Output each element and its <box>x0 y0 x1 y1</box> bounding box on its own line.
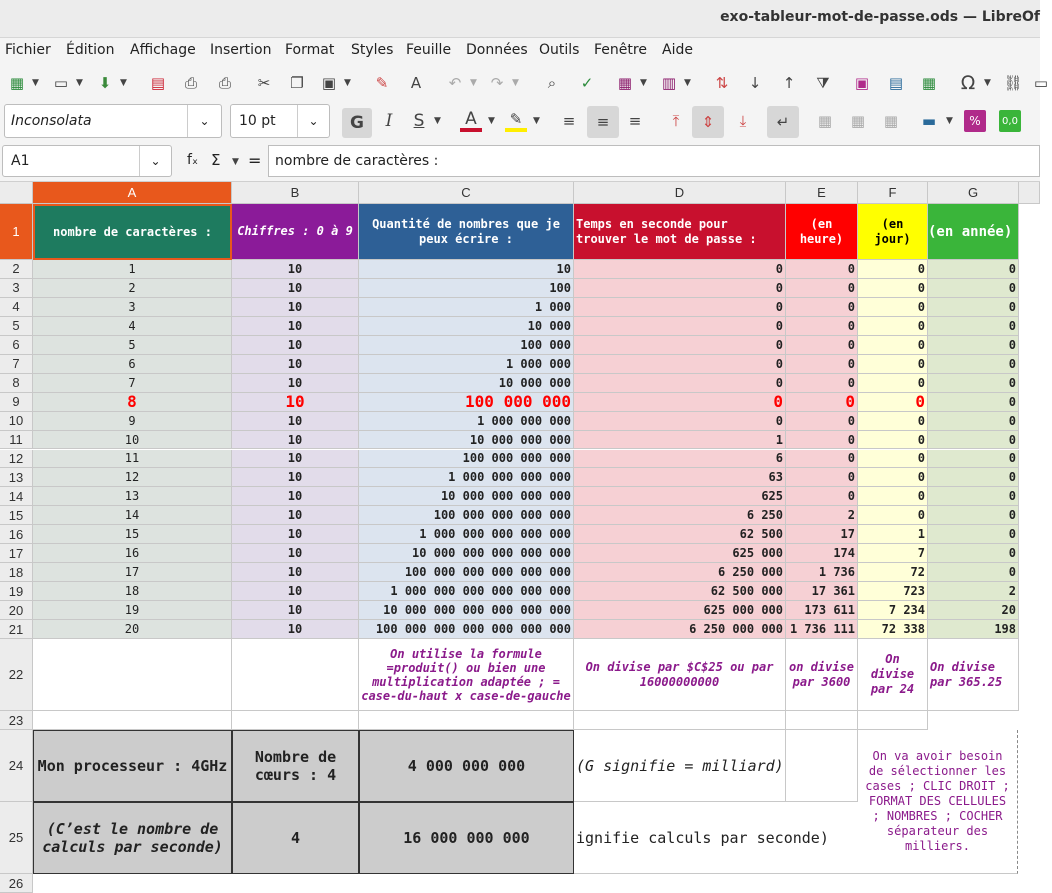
cell-g7[interactable]: 0 <box>928 355 1019 374</box>
row-header-11[interactable]: 11 <box>0 431 33 450</box>
cell-c2[interactable]: 10 <box>359 260 574 279</box>
formula-equals-icon[interactable]: = <box>248 151 262 170</box>
row-header-16[interactable]: 16 <box>0 525 33 544</box>
cell-c16[interactable]: 1 000 000 000 000 000 <box>359 525 574 544</box>
currency-format-icon[interactable]: ▬ <box>921 112 937 130</box>
row-header-15[interactable]: 15 <box>0 506 33 525</box>
save-icon[interactable]: ⬇ <box>98 74 112 92</box>
cell-c9[interactable]: 100 000 000 <box>359 393 574 412</box>
cell-b10[interactable]: 10 <box>232 412 359 431</box>
cell-b22[interactable] <box>232 639 359 711</box>
cell-d2[interactable]: 0 <box>574 260 786 279</box>
align-left-icon[interactable]: ≡ <box>562 112 576 130</box>
cell-d12[interactable]: 6 <box>574 450 786 469</box>
cell-b16[interactable]: 10 <box>232 525 359 544</box>
cell-e1-header[interactable]: (en heure) <box>786 204 858 260</box>
cell-b6[interactable]: 10 <box>232 336 359 355</box>
cell-b14[interactable]: 10 <box>232 487 359 506</box>
menu-edition[interactable]: Édition <box>66 42 115 58</box>
cell-a17[interactable]: 16 <box>33 544 232 563</box>
cell-c18[interactable]: 100 000 000 000 000 000 <box>359 563 574 582</box>
currency-dropdown-icon[interactable]: ▼ <box>946 116 953 126</box>
align-top-icon[interactable]: ⤒ <box>672 112 680 130</box>
unmerge-cells-icon[interactable]: ▦ <box>883 112 899 130</box>
cell-c25-total[interactable]: 16 000 000 000 <box>359 802 574 874</box>
cell-a22[interactable] <box>33 639 232 711</box>
export-pdf-icon[interactable]: ▤ <box>150 74 166 92</box>
cell-e2[interactable]: 0 <box>786 260 858 279</box>
cell-f2[interactable]: 0 <box>858 260 928 279</box>
menu-styles[interactable]: Styles <box>351 42 394 58</box>
cell-b21[interactable]: 10 <box>232 620 359 639</box>
row-header-2[interactable]: 2 <box>0 260 33 279</box>
row-header-20[interactable]: 20 <box>0 601 33 620</box>
cell-e7[interactable]: 0 <box>786 355 858 374</box>
column-header-f[interactable]: F <box>858 182 928 204</box>
cell-e10[interactable]: 0 <box>786 412 858 431</box>
cell-g5[interactable]: 0 <box>928 317 1019 336</box>
cell-a11[interactable]: 10 <box>33 431 232 450</box>
align-bottom-icon[interactable]: ⤓ <box>739 112 747 130</box>
highlight-dropdown-icon[interactable]: ▼ <box>533 116 540 126</box>
column-header-d[interactable]: D <box>574 182 786 204</box>
font-name-chevron-icon[interactable]: ⌄ <box>187 105 221 137</box>
align-center-icon[interactable]: ≡ <box>587 106 619 138</box>
cell-d1-header[interactable]: Temps en seconde pour trouver le mot de passe : <box>574 204 786 260</box>
row-header-5[interactable]: 5 <box>0 317 33 336</box>
cell-e9[interactable]: 0 <box>786 393 858 412</box>
cell-g2[interactable]: 0 <box>928 260 1019 279</box>
font-name-box[interactable] <box>4 104 222 138</box>
cell-a21[interactable]: 20 <box>33 620 232 639</box>
function-wizard-icon[interactable]: fₓ <box>187 152 199 168</box>
name-box[interactable] <box>2 145 172 177</box>
select-all-corner[interactable] <box>0 182 33 204</box>
cell-g19[interactable]: 2 <box>928 582 1019 601</box>
cell-e4[interactable]: 0 <box>786 298 858 317</box>
cell-g22-note[interactable]: On divise par 365.25 <box>928 639 1019 711</box>
font-size-box[interactable] <box>230 104 330 138</box>
cell-e8[interactable]: 0 <box>786 374 858 393</box>
cell-b24-cores-label[interactable]: Nombre de cœurs : 4 <box>232 730 359 802</box>
cell-a5[interactable]: 4 <box>33 317 232 336</box>
cell-a9[interactable]: 8 <box>33 393 232 412</box>
cell-f10[interactable]: 0 <box>858 412 928 431</box>
cell-c7[interactable]: 1 000 000 <box>359 355 574 374</box>
cell-c11[interactable]: 10 000 000 000 <box>359 431 574 450</box>
column-header-e[interactable]: E <box>786 182 858 204</box>
cell-c23[interactable] <box>359 711 574 730</box>
open-dropdown-icon[interactable]: ▼ <box>76 78 83 88</box>
cell-c17[interactable]: 10 000 000 000 000 000 <box>359 544 574 563</box>
cell-e11[interactable]: 0 <box>786 431 858 450</box>
cell-g4[interactable]: 0 <box>928 298 1019 317</box>
cell-f20[interactable]: 7 234 <box>858 601 928 620</box>
underline-dropdown-icon[interactable]: ▼ <box>434 116 441 126</box>
cell-f6[interactable]: 0 <box>858 336 928 355</box>
cell-f5[interactable]: 0 <box>858 317 928 336</box>
cell-b25-cores[interactable]: 4 <box>232 802 359 874</box>
undo-icon[interactable]: ↶ <box>448 74 462 92</box>
row-header-19[interactable]: 19 <box>0 582 33 601</box>
cell-f17[interactable]: 7 <box>858 544 928 563</box>
cell-a12[interactable]: 11 <box>33 450 232 469</box>
bold-button[interactable]: G <box>342 108 372 138</box>
cell-d3[interactable]: 0 <box>574 279 786 298</box>
copy-icon[interactable]: ❐ <box>290 74 304 92</box>
cell-c12[interactable]: 100 000 000 000 <box>359 450 574 469</box>
cell-g15[interactable]: 0 <box>928 506 1019 525</box>
column-header-g[interactable]: G <box>928 182 1019 204</box>
row-header-12[interactable]: 12 <box>0 450 33 469</box>
cell-e18[interactable]: 1 736 <box>786 563 858 582</box>
spreadsheet-grid[interactable] <box>0 182 1040 891</box>
comment-icon[interactable]: ▭ <box>1033 74 1049 92</box>
cell-c5[interactable]: 10 000 <box>359 317 574 336</box>
cell-f3[interactable]: 0 <box>858 279 928 298</box>
cell-d16[interactable]: 62 500 <box>574 525 786 544</box>
cell-f9[interactable]: 0 <box>858 393 928 412</box>
cell-g21[interactable]: 198 <box>928 620 1019 639</box>
row-header-24[interactable]: 24 <box>0 730 33 802</box>
cell-a1-header[interactable]: nombre de caractères : <box>33 204 232 260</box>
cell-a4[interactable]: 3 <box>33 298 232 317</box>
title-bar <box>0 0 1040 38</box>
cell-c1-header[interactable]: Quantité de nombres que je peux écrire : <box>359 204 574 260</box>
column-dropdown-icon[interactable]: ▼ <box>684 78 691 88</box>
cell-d25-note[interactable]: ignifie calculs par seconde) <box>574 802 858 874</box>
cell-a23[interactable] <box>33 711 232 730</box>
clone-formatting-icon[interactable]: ✎ <box>375 74 389 92</box>
cell-d11[interactable]: 1 <box>574 431 786 450</box>
cell-f7[interactable]: 0 <box>858 355 928 374</box>
cell-f4[interactable]: 0 <box>858 298 928 317</box>
cell-d13[interactable]: 63 <box>574 468 786 487</box>
cell-b18[interactable]: 10 <box>232 563 359 582</box>
cell-d24-note[interactable]: (G signifie = milliard) <box>574 730 786 802</box>
cell-f12[interactable]: 0 <box>858 450 928 469</box>
underline-button[interactable]: S <box>413 111 425 131</box>
cell-e15[interactable]: 2 <box>786 506 858 525</box>
print-icon[interactable]: ⎙ <box>184 74 197 92</box>
cell-d22-note[interactable]: On divise par $C$25 ou par 16000000000 <box>574 639 786 711</box>
cell-a14[interactable]: 13 <box>33 487 232 506</box>
italic-button[interactable]: I <box>385 111 393 131</box>
cell-g10[interactable]: 0 <box>928 412 1019 431</box>
cell-d19[interactable]: 62 500 000 <box>574 582 786 601</box>
menu-donnees[interactable]: Données <box>466 42 528 58</box>
cell-g13[interactable]: 0 <box>928 468 1019 487</box>
formula-content: nombre de caractères : <box>275 153 439 169</box>
cell-c22-note[interactable]: On utilise la formule =produit() ou bien une multiplication adaptée ; = case-du-haut x case-de-gauche <box>359 639 574 711</box>
cell-c6[interactable]: 100 000 <box>359 336 574 355</box>
menu-insertion[interactable]: Insertion <box>210 42 272 58</box>
sort-icon[interactable]: ⇅ <box>715 74 729 92</box>
menu-format[interactable]: Format <box>285 42 335 58</box>
row-header-18[interactable]: 18 <box>0 563 33 582</box>
cut-icon[interactable]: ✂ <box>257 74 271 92</box>
percent-format-button[interactable]: % <box>964 110 986 132</box>
cell-a13[interactable]: 12 <box>33 468 232 487</box>
sort-descending-icon[interactable]: ↑ <box>782 74 796 92</box>
font-color-dropdown-icon[interactable]: ▼ <box>488 116 495 126</box>
font-size-chevron-icon[interactable]: ⌄ <box>297 105 329 137</box>
cell-f15[interactable]: 0 <box>858 506 928 525</box>
cell-a18[interactable]: 17 <box>33 563 232 582</box>
formula-input[interactable] <box>268 145 1040 177</box>
cell-f11[interactable]: 0 <box>858 431 928 450</box>
cell-f13[interactable]: 0 <box>858 468 928 487</box>
wrap-text-icon[interactable]: ↵ <box>767 106 799 138</box>
highlight-color-icon[interactable]: ✎ <box>505 110 527 132</box>
cell-b3[interactable]: 10 <box>232 279 359 298</box>
cell-c14[interactable]: 10 000 000 000 000 <box>359 487 574 506</box>
cell-b1-header[interactable]: Chiffres : 0 à 9 <box>232 204 359 260</box>
cell-c13[interactable]: 1 000 000 000 000 <box>359 468 574 487</box>
cell-a24-processor[interactable]: Mon processeur : 4GHz <box>33 730 232 802</box>
insert-chart-icon[interactable]: ▤ <box>888 74 904 92</box>
paste-icon[interactable]: ▣ <box>321 74 337 92</box>
font-color-button[interactable]: A <box>460 110 482 132</box>
cell-g18[interactable]: 0 <box>928 563 1019 582</box>
row-header-1[interactable]: 1 <box>0 204 33 260</box>
sort-ascending-icon[interactable]: ↓ <box>748 74 762 92</box>
row-header-7[interactable]: 7 <box>0 355 33 374</box>
row-header-23[interactable]: 23 <box>0 711 33 730</box>
row-header-8[interactable]: 8 <box>0 374 33 393</box>
cell-e19[interactable]: 17 361 <box>786 582 858 601</box>
row-header-10[interactable]: 10 <box>0 412 33 431</box>
special-character-icon[interactable]: Ω <box>960 72 976 94</box>
cell-g3[interactable]: 0 <box>928 279 1019 298</box>
cell-c4[interactable]: 1 000 <box>359 298 574 317</box>
cell-g16[interactable]: 0 <box>928 525 1019 544</box>
autofilter-icon[interactable]: ⧩ <box>816 74 830 92</box>
cell-e24[interactable] <box>786 730 858 802</box>
cell-b7[interactable]: 10 <box>232 355 359 374</box>
cell-d20[interactable]: 625 000 000 <box>574 601 786 620</box>
window-title: exo-tableur-mot-de-passe.ods — LibreOf <box>720 9 1040 25</box>
menu-fichier[interactable]: Fichier <box>5 42 51 58</box>
cell-e12[interactable]: 0 <box>786 450 858 469</box>
cell-d5[interactable]: 0 <box>574 317 786 336</box>
cell-f22-note[interactable]: On divise par 24 <box>858 639 928 711</box>
cell-d15[interactable]: 6 250 <box>574 506 786 525</box>
cell-d6[interactable]: 0 <box>574 336 786 355</box>
cell-c3[interactable]: 100 <box>359 279 574 298</box>
cell-d8[interactable]: 0 <box>574 374 786 393</box>
cell-a3[interactable]: 2 <box>33 279 232 298</box>
align-middle-icon[interactable]: ⇕ <box>692 106 724 138</box>
row-header-17[interactable]: 17 <box>0 544 33 563</box>
spelling-icon[interactable]: ✓ <box>580 74 594 92</box>
new-dropdown-icon[interactable]: ▼ <box>32 78 39 88</box>
cell-d10[interactable]: 0 <box>574 412 786 431</box>
row-header-6[interactable]: 6 <box>0 336 33 355</box>
column-header-b[interactable]: B <box>232 182 359 204</box>
cell-e5[interactable]: 0 <box>786 317 858 336</box>
cell-d18[interactable]: 6 250 000 <box>574 563 786 582</box>
row-header-3[interactable]: 3 <box>0 279 33 298</box>
cell-a15[interactable]: 14 <box>33 506 232 525</box>
row-header-4[interactable]: 4 <box>0 298 33 317</box>
clear-formatting-icon[interactable]: A <box>410 74 422 92</box>
merge-center-icon[interactable]: ▦ <box>850 112 866 130</box>
cell-b19[interactable]: 10 <box>232 582 359 601</box>
menu-bar <box>0 38 1040 64</box>
side-note-thousands-separator[interactable]: On va avoir besoin de sélectionner les cases ; CLIC DROIT ; FORMAT DES CELLULES ; NOMBRES ; COCHER séparateur des milliers. <box>858 730 1018 874</box>
menu-outils[interactable]: Outils <box>539 42 580 58</box>
cell-g6[interactable]: 0 <box>928 336 1019 355</box>
cell-b9[interactable]: 10 <box>232 393 359 412</box>
redo-icon[interactable]: ↷ <box>490 74 504 92</box>
cell-b11[interactable]: 10 <box>232 431 359 450</box>
row-header-25[interactable]: 25 <box>0 802 33 874</box>
cell-a19[interactable]: 18 <box>33 582 232 601</box>
cell-d7[interactable]: 0 <box>574 355 786 374</box>
row-header-13[interactable]: 13 <box>0 468 33 487</box>
cell-b4[interactable]: 10 <box>232 298 359 317</box>
column-icon[interactable]: ▥ <box>661 74 677 92</box>
cell-e21[interactable]: 1 736 111 <box>786 620 858 639</box>
cell-c10[interactable]: 1 000 000 000 <box>359 412 574 431</box>
cell-b23[interactable] <box>232 711 359 730</box>
cell-a16[interactable]: 15 <box>33 525 232 544</box>
cell-c20[interactable]: 10 000 000 000 000 000 000 <box>359 601 574 620</box>
menu-fenetre[interactable]: Fenêtre <box>594 42 647 58</box>
cell-e3[interactable]: 0 <box>786 279 858 298</box>
cell-a25-calcs-note[interactable]: (C’est le nombre de calculs par seconde) <box>33 802 232 874</box>
cell-b17[interactable]: 10 <box>232 544 359 563</box>
cell-g17[interactable]: 0 <box>928 544 1019 563</box>
cell-e22-note[interactable]: on divise par 3600 <box>786 639 858 711</box>
name-box-chevron-icon[interactable]: ⌄ <box>139 146 171 176</box>
cell-b15[interactable]: 10 <box>232 506 359 525</box>
cell-d23[interactable] <box>574 711 786 730</box>
menu-affichage[interactable]: Affichage <box>130 42 196 58</box>
cell-a7[interactable]: 6 <box>33 355 232 374</box>
pivot-table-icon[interactable]: ▦ <box>921 74 937 92</box>
merge-cells-icon[interactable]: ▦ <box>817 112 833 130</box>
row-dropdown-icon[interactable]: ▼ <box>640 78 647 88</box>
cell-c21[interactable]: 100 000 000 000 000 000 000 <box>359 620 574 639</box>
hyperlink-icon[interactable]: ⛓ <box>1003 74 1023 92</box>
font-name-value: Inconsolata <box>11 113 92 129</box>
cell-e13[interactable]: 0 <box>786 468 858 487</box>
cell-c19[interactable]: 1 000 000 000 000 000 000 <box>359 582 574 601</box>
row-header-21[interactable]: 21 <box>0 620 33 639</box>
cell-g9[interactable]: 0 <box>928 393 1019 412</box>
paste-dropdown-icon[interactable]: ▼ <box>344 78 351 88</box>
cell-d21[interactable]: 6 250 000 000 <box>574 620 786 639</box>
cell-g8[interactable]: 0 <box>928 374 1019 393</box>
cell-e16[interactable]: 17 <box>786 525 858 544</box>
cell-e20[interactable]: 173 611 <box>786 601 858 620</box>
cell-f21[interactable]: 72 338 <box>858 620 928 639</box>
cell-d14[interactable]: 625 <box>574 487 786 506</box>
cell-a2[interactable]: 1 <box>33 260 232 279</box>
open-folder-icon[interactable]: ▭ <box>53 74 69 92</box>
menu-aide[interactable]: Aide <box>662 42 693 58</box>
cell-b13[interactable]: 10 <box>232 468 359 487</box>
cell-b20[interactable]: 10 <box>232 601 359 620</box>
sum-icon[interactable]: Σ <box>211 151 221 169</box>
column-header-a[interactable]: A <box>33 182 232 204</box>
redo-dropdown-icon[interactable]: ▼ <box>512 78 519 88</box>
cell-f8[interactable]: 0 <box>858 374 928 393</box>
cell-b5[interactable]: 10 <box>232 317 359 336</box>
cell-a20[interactable]: 19 <box>33 601 232 620</box>
cell-b2[interactable]: 10 <box>232 260 359 279</box>
cell-reference: A1 <box>11 153 30 169</box>
cell-c8[interactable]: 10 000 000 <box>359 374 574 393</box>
insert-image-icon[interactable]: ▣ <box>854 74 870 92</box>
print-preview-icon[interactable]: ⎙ <box>218 74 231 92</box>
cell-g12[interactable]: 0 <box>928 450 1019 469</box>
row-header-26[interactable]: 26 <box>0 874 33 893</box>
cell-f1-header[interactable]: (en jour) <box>858 204 928 260</box>
formula-bar <box>0 142 1040 182</box>
cell-e23[interactable] <box>786 711 858 730</box>
cell-c24-frequency[interactable]: 4 000 000 000 <box>359 730 574 802</box>
cell-f19[interactable]: 723 <box>858 582 928 601</box>
cell-c15[interactable]: 100 000 000 000 000 <box>359 506 574 525</box>
row-header-22[interactable]: 22 <box>0 639 33 711</box>
cell-a8[interactable]: 7 <box>33 374 232 393</box>
cell-e6[interactable]: 0 <box>786 336 858 355</box>
cell-f23[interactable] <box>858 711 928 730</box>
cell-b12[interactable]: 10 <box>232 450 359 469</box>
decimal-format-button[interactable]: 0,0 <box>999 110 1021 132</box>
cell-f18[interactable]: 72 <box>858 563 928 582</box>
undo-dropdown-icon[interactable]: ▼ <box>470 78 477 88</box>
cell-d9[interactable]: 0 <box>574 393 786 412</box>
menu-feuille[interactable]: Feuille <box>406 42 452 58</box>
column-header-h[interactable] <box>1019 182 1040 204</box>
cell-a6[interactable]: 5 <box>33 336 232 355</box>
cell-d4[interactable]: 0 <box>574 298 786 317</box>
cell-g14[interactable]: 0 <box>928 487 1019 506</box>
row-icon[interactable]: ▦ <box>617 74 633 92</box>
row-header-14[interactable]: 14 <box>0 487 33 506</box>
cell-e14[interactable]: 0 <box>786 487 858 506</box>
cell-f16[interactable]: 1 <box>858 525 928 544</box>
new-document-icon[interactable]: ▦ <box>9 74 25 92</box>
font-size-value: 10 pt <box>239 113 276 129</box>
cell-g20[interactable]: 20 <box>928 601 1019 620</box>
align-right-icon[interactable]: ≡ <box>628 112 642 130</box>
cell-f14[interactable]: 0 <box>858 487 928 506</box>
standard-toolbar <box>0 64 1049 102</box>
cell-g1-header[interactable]: (en année) <box>928 204 1019 260</box>
column-header-c[interactable]: C <box>359 182 574 204</box>
row-header-9[interactable]: 9 <box>0 393 33 412</box>
cell-b8[interactable]: 10 <box>232 374 359 393</box>
sum-dropdown-icon[interactable]: ▼ <box>232 157 239 167</box>
save-dropdown-icon[interactable]: ▼ <box>120 78 127 88</box>
cell-a10[interactable]: 9 <box>33 412 232 431</box>
find-replace-icon[interactable]: ⌕ <box>547 74 557 92</box>
cell-d17[interactable]: 625 000 <box>574 544 786 563</box>
cell-g11[interactable]: 0 <box>928 431 1019 450</box>
special-char-dropdown-icon[interactable]: ▼ <box>984 78 991 88</box>
cell-e17[interactable]: 174 <box>786 544 858 563</box>
